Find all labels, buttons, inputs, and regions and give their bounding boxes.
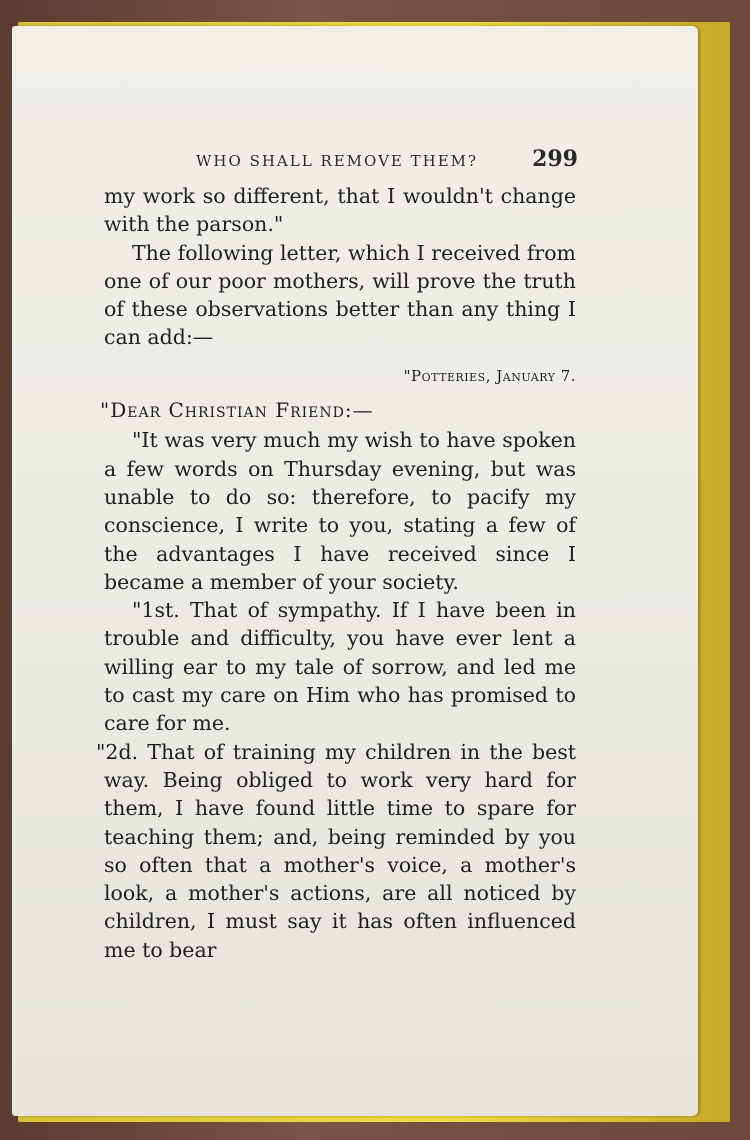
letter-salutation: "Dear Christian Friend:— [100,398,374,423]
paragraph-intro: The following letter, which I received from one of our poor mothers, will prove the truth of these observations better than any thing I can add:— [104,240,576,350]
page-header [196,146,578,172]
letter-paragraph-1: "It was very much my wish to have spoken a few words on Thursday evening, but was unable to do so: therefore, to pacify my conscience, I write to you, stating a few of the advantages I have received since I became a member of your society. [104,428,576,594]
paragraph-continuation: my work so different, that I wouldn't change with the parson." [104,184,576,237]
letter-paragraph-3: "2d. That of training my children in the best way. Being obliged to work very hard for them, I have found little time to spare for teaching them; and, being reminded by you so often that a mother's voice, a mother's look, a mother's actions, are all noticed by children, I must say it has often influenced me to bear [96,739,576,962]
body-text [96,182,576,964]
page-number: 299 [532,146,578,172]
letter-dateline: "Potteries, January 7. [403,366,576,385]
letter-paragraph-2: "1st. That of sympathy. If I have been in trouble and difficulty, you have ever lent a willing ear to my tale of sorrow, and led me to cast my care on Him who has promised to care for me. [104,598,576,736]
running-title: WHO SHALL REMOVE THEM? [196,152,479,170]
